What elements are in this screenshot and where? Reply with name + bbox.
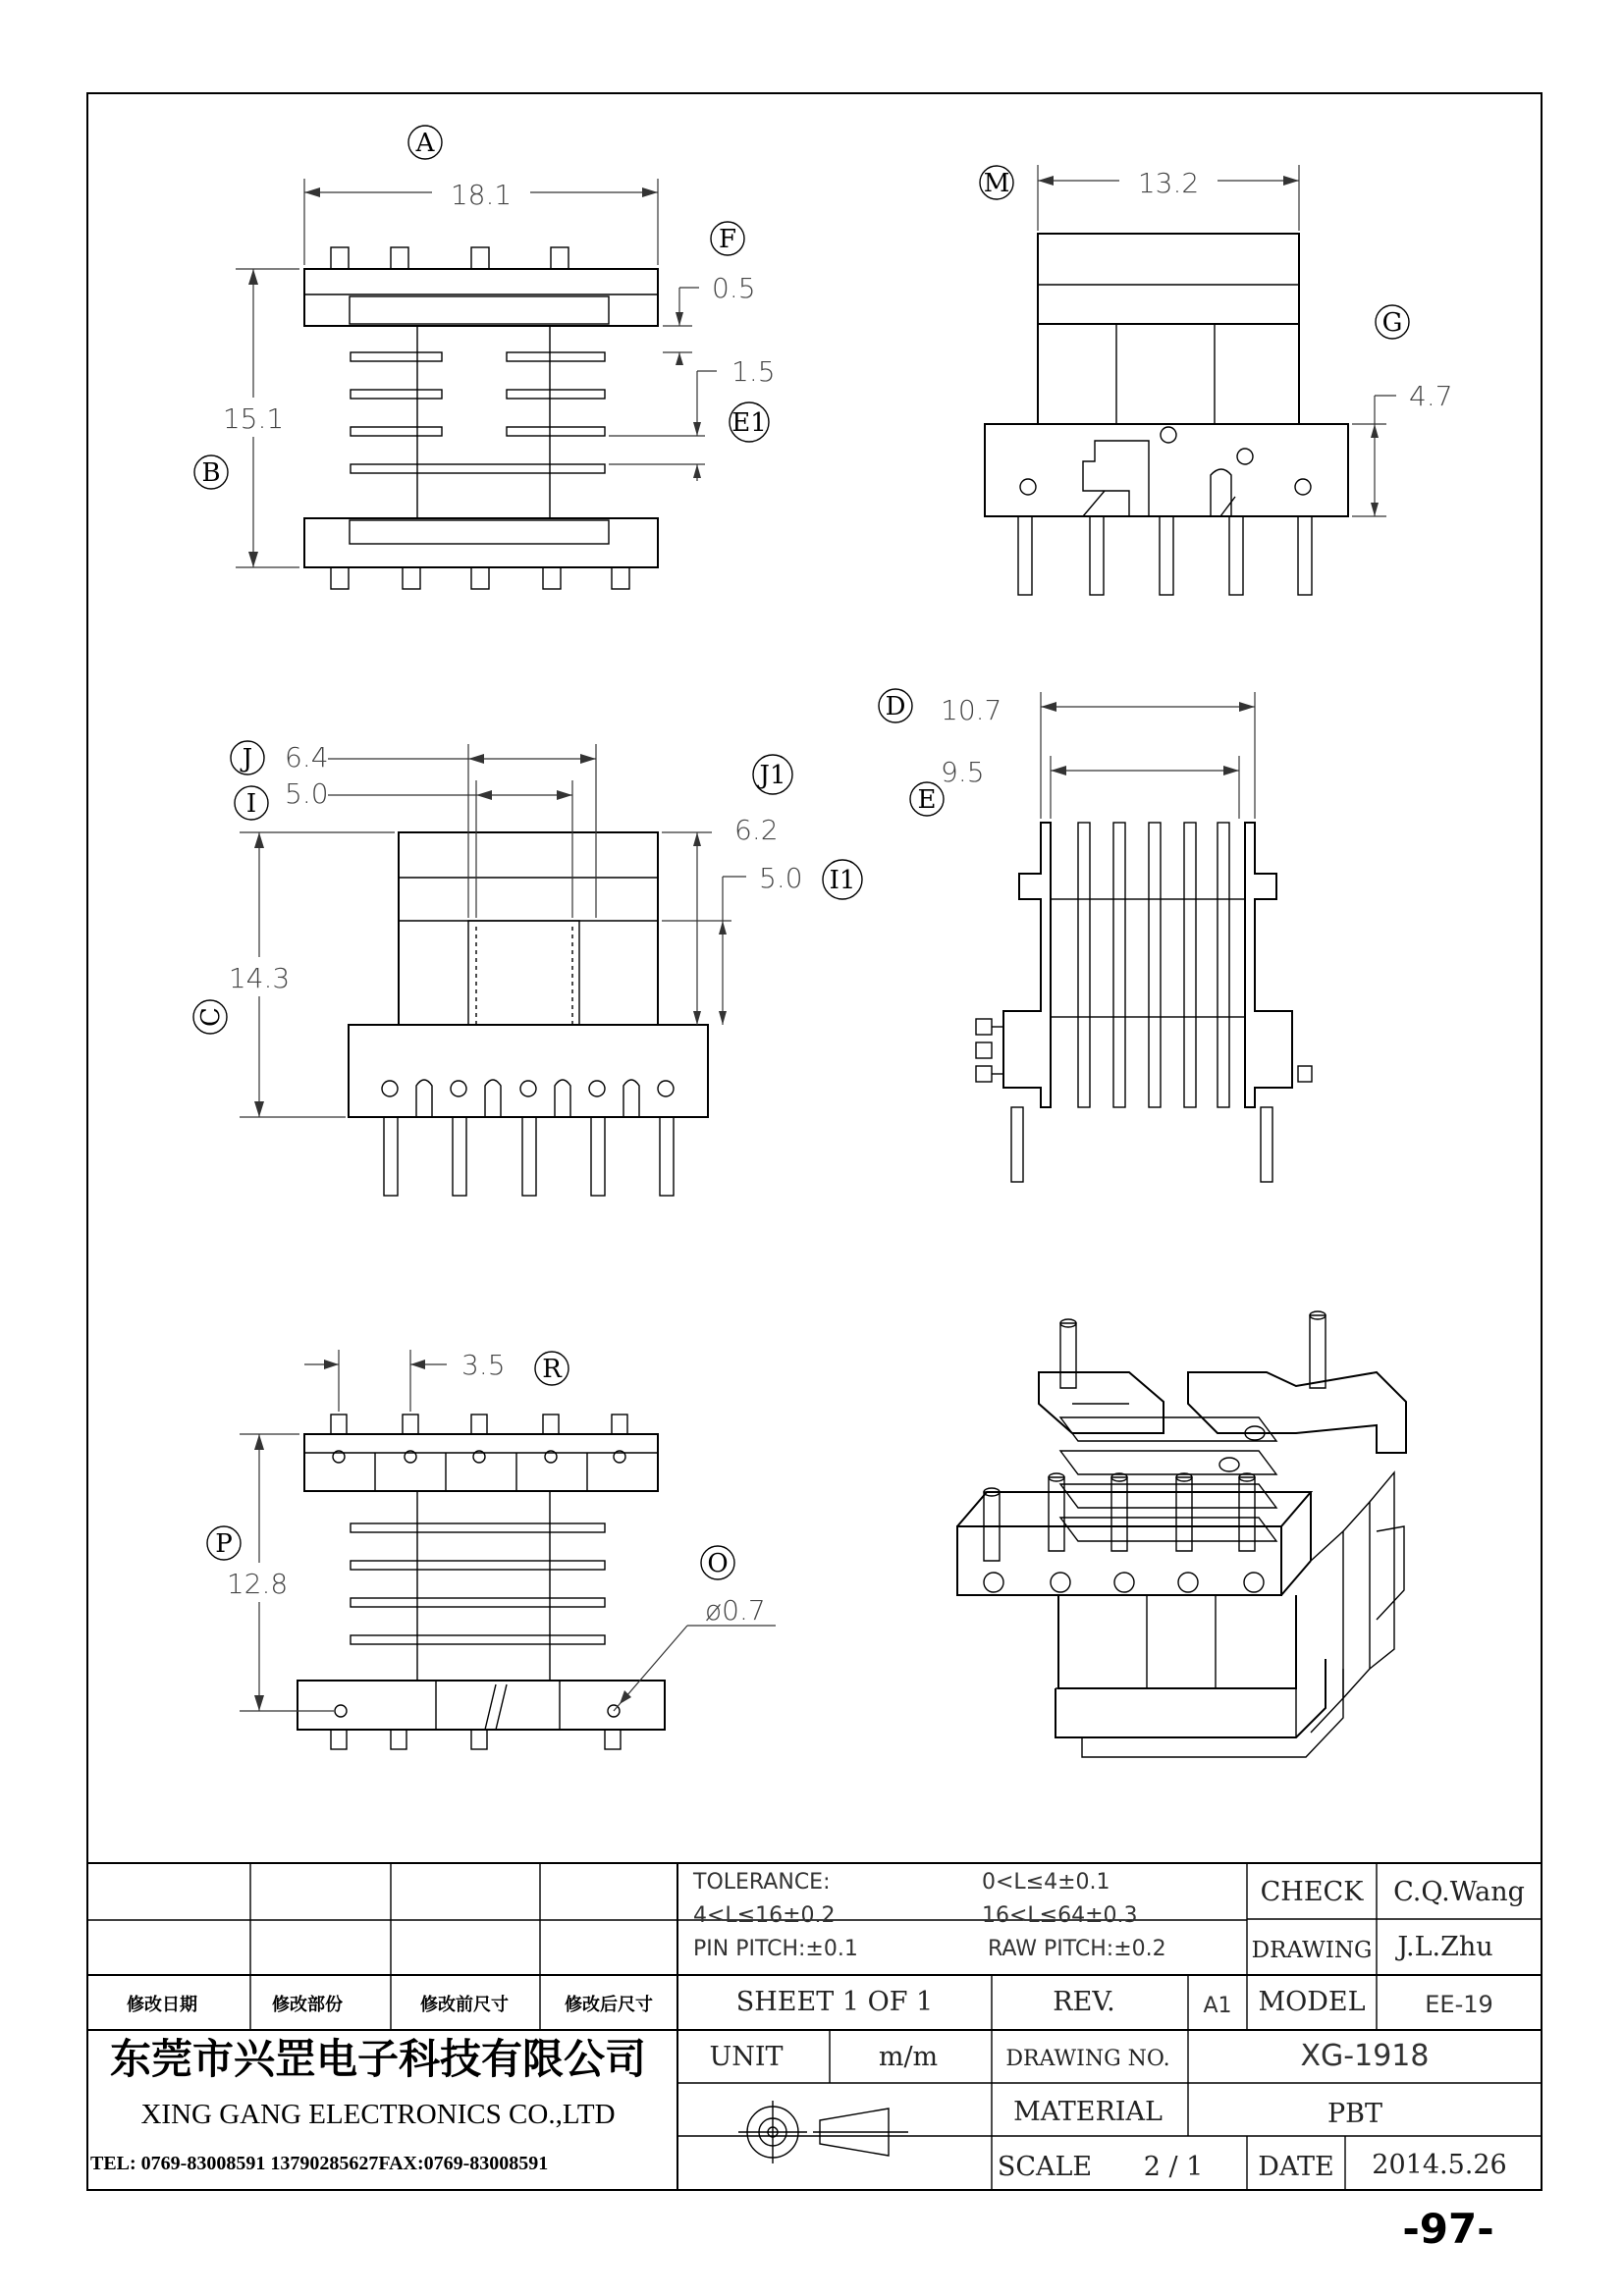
tolerance-3: 16<L≤64±0.3 (982, 1903, 1138, 1928)
dim-e-value: 9.5 (941, 756, 985, 788)
dim-m-value: 13.2 (1137, 167, 1200, 199)
label-f: F (718, 225, 737, 254)
dim-e1-value: 1.5 (731, 355, 776, 388)
unit-label: UNIT (709, 2042, 784, 2072)
top-view (194, 126, 776, 589)
drawing-no-value: XG-1918 (1300, 2039, 1430, 2073)
raw-pitch: RAW PITCH:±0.2 (988, 1937, 1166, 1961)
title-block (87, 1863, 1542, 2190)
projection-symbol (738, 2101, 908, 2163)
dim-i-value: 5.0 (285, 777, 329, 810)
model-value: EE-19 (1425, 1991, 1493, 2018)
label-i: I (245, 789, 257, 819)
dim-o-value: ø0.7 (705, 1594, 766, 1627)
label-d: D (885, 692, 906, 721)
label-j1: J1 (759, 761, 786, 790)
label-p: P (215, 1529, 233, 1559)
dim-i1-value: 5.0 (759, 862, 803, 894)
tolerance-1: 0<L≤4±0.1 (982, 1870, 1110, 1895)
dim-d-value: 10.7 (941, 694, 1002, 726)
label-o: O (707, 1549, 729, 1578)
dim-j-value: 6.4 (285, 741, 329, 774)
date-value: 2014.5.26 (1372, 2150, 1507, 2180)
dim-p-value: 12.8 (226, 1568, 289, 1600)
rev-label: REV. (1053, 1987, 1115, 2017)
pin-pitch: PIN PITCH:±0.1 (693, 1937, 858, 1961)
isometric-view (957, 1311, 1406, 1757)
label-m: M (983, 169, 1010, 198)
dim-j1-value: 6.2 (734, 814, 779, 846)
dim-c-value: 14.3 (228, 962, 291, 994)
rev-header-before: 修改前尺寸 (420, 1995, 509, 2015)
label-c: C (196, 1007, 226, 1027)
label-j: J (242, 744, 253, 774)
sheet-count: SHEET 1 OF 1 (735, 1987, 934, 2017)
label-r: R (542, 1355, 562, 1384)
side-right-view (980, 163, 1453, 595)
company-tel: TEL: 0769-83008591 13790285627FAX:0769-83008591 (90, 2153, 549, 2174)
dim-f-value: 0.5 (712, 272, 756, 304)
drawing-value: J.L.Zhu (1397, 1932, 1493, 1962)
scale-label: SCALE (997, 2152, 1093, 2182)
tolerance-label: TOLERANCE: (693, 1870, 831, 1895)
drawing-label: DRAWING (1251, 1938, 1373, 1963)
dim-r-value: 3.5 (461, 1349, 506, 1381)
dim-b-value: 15.1 (222, 402, 285, 435)
label-g: G (1381, 308, 1403, 338)
date-label: DATE (1258, 2152, 1334, 2182)
label-e: E (917, 785, 937, 815)
front-view (193, 741, 862, 1196)
rev-header-after: 修改后尺寸 (565, 1995, 653, 2015)
drawing-no-label: DRAWING NO. (1005, 2047, 1170, 2071)
rev-value: A1 (1203, 1994, 1232, 2018)
label-b: B (201, 458, 221, 488)
check-label: CHECK (1260, 1877, 1364, 1907)
unit-value: m/m (878, 2042, 939, 2072)
company-name-en: XING GANG ELECTRONICS CO.,LTD (140, 2099, 616, 2130)
label-e1: E1 (731, 408, 767, 438)
material-value: PBT (1326, 2099, 1383, 2129)
bottom-view (207, 1349, 776, 1749)
tolerance-2: 4<L≤16±0.2 (693, 1903, 836, 1928)
dim-a-value: 18.1 (450, 179, 513, 211)
dim-g-value: 4.7 (1409, 380, 1453, 412)
check-value: C.Q.Wang (1393, 1877, 1525, 1907)
rev-header-part: 修改部份 (272, 1995, 343, 2015)
scale-value: 2 / 1 (1143, 2152, 1204, 2182)
label-a: A (415, 129, 435, 158)
company-name-cn: 东莞市兴罡电子科技有限公司 (109, 2035, 647, 2083)
side-left-view (879, 689, 1312, 1182)
model-label: MODEL (1258, 1987, 1366, 2017)
page-number: -97- (1402, 2205, 1494, 2253)
label-i1: I1 (829, 866, 856, 895)
rev-header-date: 修改日期 (127, 1995, 197, 2015)
material-label: MATERIAL (1013, 2097, 1163, 2127)
